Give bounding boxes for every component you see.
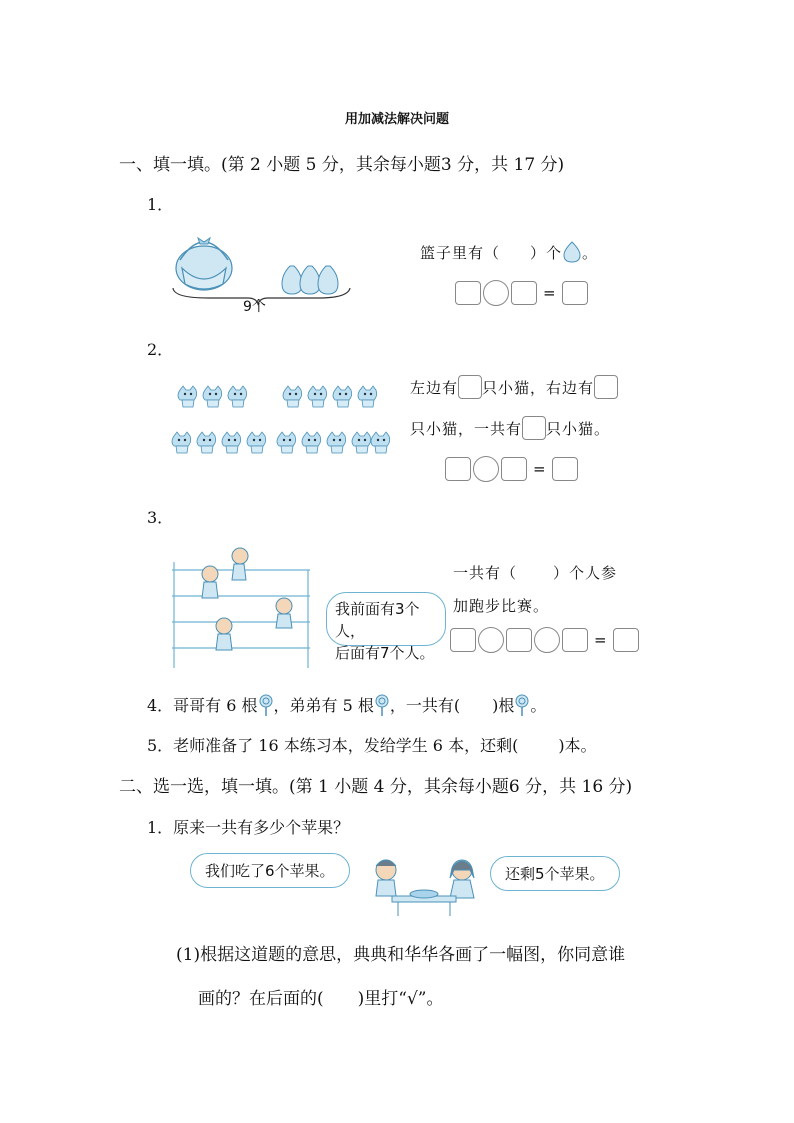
operator-circle[interactable] [478, 627, 504, 653]
q5-row [147, 733, 597, 756]
q2-line2-b: 只小猫。 [546, 419, 611, 438]
left-speech-bubble: 我们吃了6个苹果。 [190, 853, 350, 888]
pear-icon [562, 240, 582, 264]
q1-equation [455, 280, 588, 306]
q2-line1-a: 左边有 [410, 378, 459, 397]
lollipop-icon [374, 694, 390, 716]
bubble-line-1: 我前面有3个人， [335, 600, 420, 640]
q5-text-a: 5．老师准备了 16 本练习本，发给学生 6 本，还剩( [147, 736, 519, 755]
equation-box[interactable] [455, 281, 481, 305]
q4-text-a: 4．哥哥有 6 根 [147, 696, 258, 715]
bubble-line-2: 后面有7个人。 [335, 644, 435, 662]
q4-text-e: 。 [530, 696, 547, 715]
pear-icon [282, 266, 338, 294]
q4-row [147, 693, 546, 716]
equation-box[interactable] [562, 628, 588, 652]
q5-text-b: )本。 [558, 736, 597, 755]
equals-sign: = [543, 284, 556, 302]
q1-prompt-b: ）个 [530, 243, 563, 262]
sub1-line-2: 画的？在后面的( )里打“√”。 [198, 989, 444, 1009]
speech-bubble [326, 592, 446, 662]
q4-text-d: )根 [492, 696, 515, 715]
equation-box[interactable] [511, 281, 537, 305]
q1-prompt-a: 篮子里有（ [420, 243, 501, 262]
q2-number: 2． [147, 340, 174, 359]
right-speech-bubble: 还剩5个苹果。 [490, 856, 620, 891]
runner-icon [202, 548, 292, 650]
q3-line1-a: 一共有（ [453, 564, 518, 582]
q3-equation [450, 627, 639, 653]
operator-circle[interactable] [483, 280, 509, 306]
q3-line2: 加跑步比赛。 [453, 597, 550, 615]
s2-q1-text: 1．原来一共有多少个苹果？ [147, 818, 350, 837]
basket-icon [176, 238, 232, 290]
q2-line2-a: 只小猫，一共有 [410, 419, 523, 438]
page-title: 用加减法解决问题 [344, 112, 449, 127]
operator-circle[interactable] [534, 627, 560, 653]
result-box[interactable] [552, 457, 578, 481]
q3-line1-b: ）个人参 [553, 564, 618, 582]
equation-box[interactable] [501, 457, 527, 481]
equation-box[interactable] [506, 628, 532, 652]
equation-box[interactable] [450, 628, 476, 652]
sub1-line-1: (1)根据这道题的意思，典典和华华各画了一幅图，你同意谁 [176, 945, 626, 965]
equals-sign: = [594, 631, 607, 649]
q3-number: 3． [147, 508, 174, 527]
q4-text-b: ，弟弟有 5 根 [273, 696, 374, 715]
section-1-heading: 一、填一填。(第 2 小题 5 分，其余每小题3 分，共 17 分) [119, 155, 565, 175]
total-count-box[interactable] [522, 416, 546, 440]
section-2-heading: 二、选一选，填一填。(第 1 小题 4 分，其余每小题6 分，共 16 分) [119, 777, 633, 797]
lollipop-icon [514, 694, 530, 716]
q4-text-c: ，一共有( [389, 696, 461, 715]
children-table-illustration [368, 854, 478, 920]
lollipop-icon [258, 694, 274, 716]
cats-illustration [170, 380, 395, 460]
equals-sign: = [533, 460, 546, 478]
q1-number: 1． [147, 195, 174, 214]
total-label: 9个 [243, 299, 266, 315]
right-count-box[interactable] [594, 375, 618, 399]
cat-icon [172, 386, 390, 453]
left-count-box[interactable] [458, 375, 482, 399]
operator-circle[interactable] [473, 456, 499, 482]
q2-line1-b: 只小猫，右边有 [482, 378, 595, 397]
result-box[interactable] [613, 628, 639, 652]
q1-end: 。 [582, 243, 599, 262]
result-box[interactable] [562, 281, 588, 305]
q2-equation [445, 456, 578, 482]
equation-box[interactable] [445, 457, 471, 481]
